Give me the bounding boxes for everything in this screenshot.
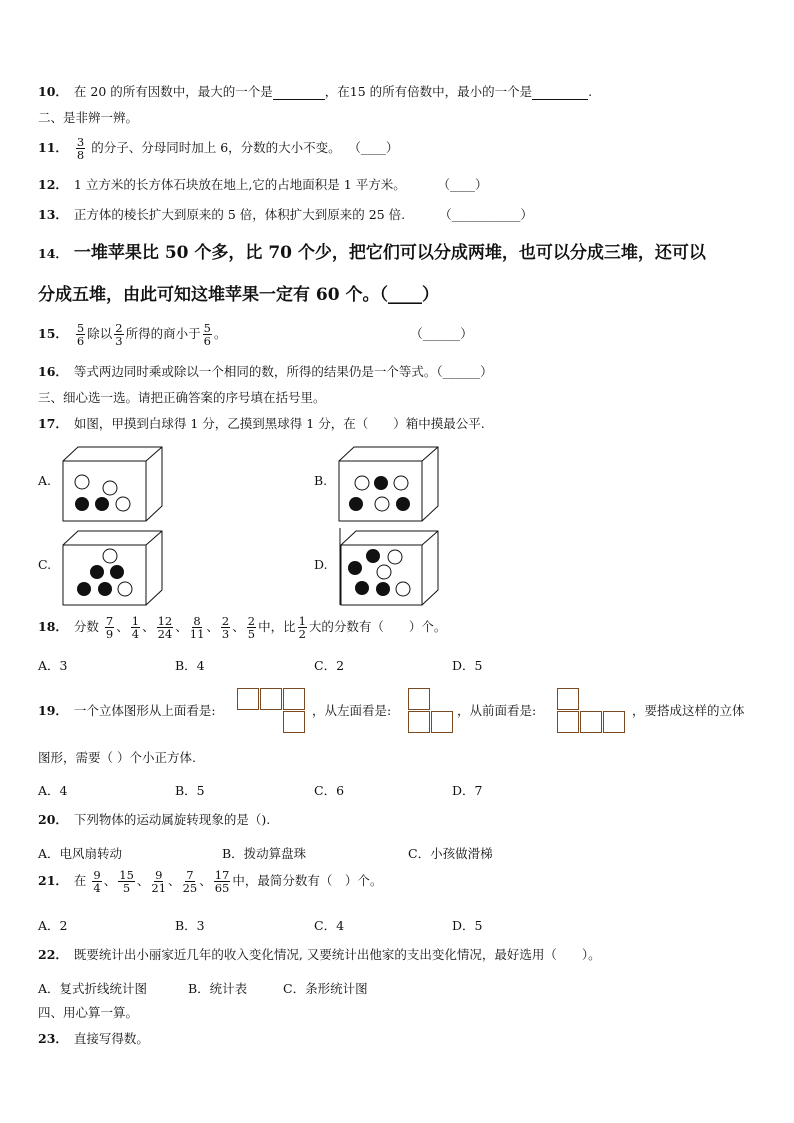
denominator: 5 — [247, 627, 256, 641]
ball-box-a[interactable] — [62, 446, 164, 522]
answer-paren[interactable]: （___________） — [439, 207, 533, 222]
question-number: 23． — [38, 1031, 68, 1046]
answer-paren[interactable]: （____） — [443, 177, 488, 192]
question-14-line-1 — [38, 242, 706, 265]
punctuation: 。 — [213, 326, 227, 341]
denominator: 11 — [189, 627, 205, 641]
question-11 — [38, 136, 398, 161]
numerator: 5 — [76, 321, 85, 335]
question-text: 一堆苹果比 50 个多，比 70 个少，把它们可以分成两堆，也可以分成三堆，还可以 — [73, 243, 706, 263]
numerator: 5 — [203, 321, 211, 335]
fraction — [298, 615, 307, 640]
fraction — [247, 615, 256, 640]
numerator: 9 — [155, 868, 163, 882]
option-b[interactable]: B．统计表 — [188, 981, 248, 996]
question-19-part-2: ，从左面看是: — [312, 703, 392, 718]
fraction — [76, 322, 85, 347]
question-19-part-4: ，要搭成这样的立体 — [632, 703, 745, 718]
question-10 — [38, 84, 592, 100]
question-number: 19． — [38, 703, 68, 718]
denominator: 25 — [182, 881, 198, 895]
denominator: 5 — [122, 881, 131, 895]
question-22 — [38, 947, 601, 963]
option-a[interactable]: A．4 — [38, 783, 68, 798]
question-text: 既要统计出小丽家近几年的收入变化情况, 又要统计出他家的支出变化情况，最好选用（ ）。 — [73, 947, 601, 962]
option-d-label[interactable]: D. — [314, 557, 328, 572]
denominator: 9 — [105, 627, 114, 641]
punctuation: . — [588, 84, 593, 99]
top-view-grid — [237, 688, 307, 735]
question-number: 21． — [38, 873, 68, 888]
question-text: 在 — [73, 873, 87, 888]
question-text: 正方体的棱长扩大到原来的 5 倍，体积扩大到原来的 25 倍. — [73, 207, 406, 222]
numerator: 7 — [105, 614, 114, 628]
answer-blank[interactable] — [532, 86, 588, 100]
question-text: 所得的商小于 — [125, 326, 201, 341]
denominator: 65 — [214, 881, 230, 895]
option-c[interactable]: C．6 — [314, 783, 345, 798]
question-18: 18． 分数 $\frac{7}{9}$ 、 $\frac{1}{4}$ 、 $\frac{12}{24}$ 、 $\frac{8}{11}$ 、 $\frac{2}{3}$ 、 $\frac{2}{5}$ 中，比 $\frac{1}{2}$ 大的分数有（ ）个。 — [38, 614, 447, 641]
question-text: 如图，甲摸到白球得 1 分，乙摸到黑球得 1 分，在（ ）箱中摸最公平. — [73, 416, 485, 431]
question-number: 10． — [38, 84, 68, 99]
question-16 — [38, 364, 493, 380]
question-12 — [38, 177, 487, 193]
fraction — [131, 615, 140, 640]
fraction — [183, 869, 198, 894]
fraction — [114, 322, 123, 347]
option-b-label[interactable]: B. — [314, 473, 328, 488]
fraction — [151, 869, 166, 894]
numerator: 17 — [214, 868, 230, 882]
option-d[interactable]: D．7 — [452, 783, 483, 798]
question-number: 12． — [38, 177, 68, 192]
question-text: 除以 — [87, 326, 113, 341]
question-number: 20． — [38, 812, 68, 827]
question-14-line-2: 分成五堆，由此可知这堆苹果一定有 60 个。（____） — [38, 285, 439, 305]
option-c[interactable]: C．4 — [314, 918, 345, 933]
question-19-part-1 — [38, 703, 216, 719]
denominator: 24 — [157, 627, 173, 641]
fraction — [203, 322, 212, 347]
denominator: 4 — [93, 881, 101, 895]
option-b[interactable]: B．3 — [175, 918, 205, 933]
question-21: 21． 在 $\frac{9}{4}$ 、 $\frac{15}{5}$ 、 $\frac{9}{21}$ 、 $\frac{7}{25}$ 、 $\frac{17}{65}$ 中，最简分数有（ ）个。 — [38, 868, 383, 895]
numerator: 9 — [93, 868, 101, 882]
numerator: 12 — [157, 614, 173, 628]
question-number: 16． — [38, 364, 68, 379]
denominator: 2 — [298, 627, 306, 641]
fraction — [214, 869, 231, 894]
option-a[interactable]: A．2 — [38, 918, 68, 933]
denominator: 6 — [203, 334, 211, 348]
numerator: 3 — [76, 135, 85, 149]
numerator: 7 — [186, 868, 194, 882]
numerator: 2 — [115, 321, 123, 335]
fraction — [157, 615, 174, 640]
question-number: 18． — [38, 619, 68, 634]
section-heading-2: 二、是非辨一辨。 — [38, 110, 139, 125]
answer-blank[interactable] — [273, 86, 325, 100]
ball-box-c[interactable] — [62, 530, 164, 606]
front-view-grid — [557, 688, 627, 735]
numerator: 2 — [247, 614, 256, 628]
answer-paren[interactable]: （______） — [416, 326, 473, 341]
fraction — [92, 869, 101, 894]
fraction — [105, 615, 114, 640]
option-c-label[interactable]: C. — [38, 557, 52, 572]
option-b[interactable]: B．拨动算盘珠 — [222, 846, 307, 861]
question-text: 分数 — [73, 619, 99, 634]
question-text: 1 立方米的长方体石块放在地上,它的占地面积是 1 平方米。 — [73, 177, 406, 192]
denominator: 3 — [115, 334, 123, 348]
ball-box-b[interactable] — [338, 446, 440, 522]
fraction — [118, 869, 135, 894]
question-23 — [38, 1031, 149, 1047]
fraction — [221, 615, 230, 640]
denominator: 8 — [76, 148, 85, 162]
numerator: 1 — [131, 614, 140, 628]
question-number: 13． — [38, 207, 68, 222]
option-d[interactable]: D．5 — [452, 658, 483, 673]
numerator: 8 — [193, 614, 201, 628]
section-heading-3: 三、细心选一选。请把正确答案的序号填在括号里。 — [38, 390, 326, 405]
question-text: 在 20 的所有因数中，最大的一个是 — [73, 84, 273, 99]
denominator: 4 — [131, 627, 140, 641]
denominator: 6 — [76, 334, 85, 348]
ball-box-d[interactable] — [338, 528, 440, 606]
question-number: 17． — [38, 416, 68, 431]
question-15 — [38, 322, 473, 347]
option-b[interactable]: B．4 — [175, 658, 205, 673]
question-19-line-2: 图形，需要（ ）个小正方体. — [38, 750, 196, 765]
question-text: 中，最简分数有（ ）个。 — [232, 873, 383, 888]
question-number: 11． — [38, 140, 68, 155]
question-text: 下列物体的运动属旋转现象的是（). — [73, 812, 271, 827]
question-19-part-3: ，从前面看是: — [457, 703, 537, 718]
option-a[interactable]: A．3 — [38, 658, 68, 673]
fraction — [76, 136, 85, 161]
question-text: 大的分数有（ ）个。 — [308, 619, 447, 634]
denominator: 3 — [221, 627, 230, 641]
question-text: ，在15 的所有倍数中，最小的一个是 — [324, 84, 533, 99]
option-a[interactable]: A．电风扇转动 — [38, 846, 123, 861]
question-number: 22． — [38, 947, 68, 962]
option-c[interactable]: C．小孩做滑梯 — [408, 846, 493, 861]
left-view-grid — [408, 688, 455, 735]
question-text: 直接写得数。 — [73, 1031, 149, 1046]
option-d[interactable]: D．5 — [452, 918, 483, 933]
question-13 — [38, 207, 533, 223]
question-number: 15． — [38, 326, 68, 341]
question-text: 中，比 — [258, 619, 296, 634]
option-a-label[interactable]: A. — [38, 473, 52, 488]
question-text: 等式两边同时乘或除以一个相同的数，所得的结果仍是一个等式。（______） — [73, 364, 493, 379]
numerator: 15 — [119, 868, 134, 882]
question-17 — [38, 416, 485, 432]
option-c[interactable]: C．2 — [314, 658, 345, 673]
numerator: 2 — [221, 614, 230, 628]
question-20 — [38, 812, 270, 828]
fraction — [190, 615, 205, 640]
numerator: 1 — [298, 614, 306, 628]
section-heading-4: 四、用心算一算。 — [38, 1005, 139, 1020]
denominator: 21 — [151, 881, 167, 895]
question-text: 一个立体图形从上面看是: — [73, 703, 216, 718]
question-text: 的分子、分母同时加上 6，分数的大小不变。 — [91, 140, 341, 155]
option-c[interactable]: C．条形统计图 — [283, 981, 368, 996]
option-b[interactable]: B．5 — [175, 783, 205, 798]
answer-paren[interactable]: （____） — [354, 140, 399, 155]
question-number: 14． — [38, 246, 68, 261]
option-a[interactable]: A．复式折线统计图 — [38, 981, 148, 996]
